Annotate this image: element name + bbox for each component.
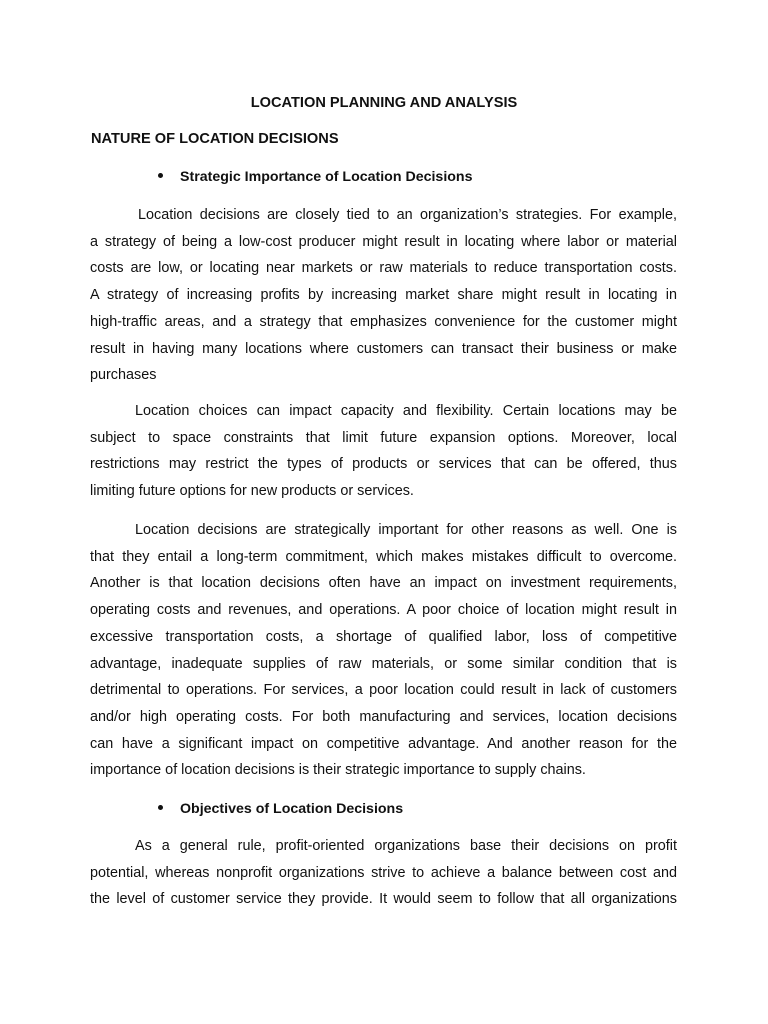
paragraph-line: purchases	[90, 367, 157, 384]
paragraph-line: Location decisions are strategically important for other reasons as well. One is	[135, 522, 677, 538]
paragraph-line: advantage, inadequate supplies of raw materials, or some similar condition that is	[90, 655, 677, 672]
paragraph-line: Another is that location decisions often have an impact on investment requirements,	[90, 575, 677, 592]
paragraph-line: excessive transportation costs, a shortage of qualified labor, loss of competitive	[90, 628, 677, 645]
paragraph-line: importance of location decisions is their strategic importance to supply chains.	[90, 762, 586, 779]
paragraph-line: A strategy of increasing profits by increasing market share might result in locating in	[90, 287, 677, 304]
bullet-heading-text: Objectives of Location Decisions	[180, 801, 404, 817]
paragraph-line: As a general rule, profit-oriented organizations base their decisions on profit	[135, 838, 677, 854]
paragraph-line: potential, whereas nonprofit organizations strive to achieve a balance between cost and	[90, 864, 677, 881]
paragraph-line: restrictions may restrict the types of products or services that can be offered, thus	[90, 456, 677, 473]
paragraph-line: limiting future options for new products or services.	[90, 483, 414, 500]
paragraph-line: that they entail a long-term commitment, which makes mistakes difficult to overcome.	[90, 548, 677, 565]
bullet-heading-text: Strategic Importance of Location Decisions	[180, 169, 473, 185]
bullet-heading-strategic-importance	[158, 168, 472, 186]
paragraph-4	[90, 833, 677, 913]
paragraph-line: operating costs and revenues, and operations. A poor choice of location might result in	[90, 602, 677, 619]
paragraph-line: costs are low, or locating near markets or raw materials to reduce transportation costs.	[90, 260, 677, 277]
section-heading: NATURE OF LOCATION DECISIONS	[91, 131, 339, 147]
paragraph-line: high-traffic areas, and a strategy that emphasizes convenience for the customer might	[90, 313, 677, 330]
bullet-heading-objectives	[158, 800, 403, 818]
paragraph-line: subject to space constraints that limit future expansion options. Moreover, local	[90, 429, 677, 446]
paragraph-1	[90, 202, 677, 389]
bullet-icon	[158, 173, 163, 178]
paragraph-line: and/or high operating costs. For both manufacturing and services, location decisions	[90, 708, 677, 725]
bullet-icon	[158, 805, 163, 810]
paragraph-line: Location choices can impact capacity and flexibility. Certain locations may be	[135, 403, 677, 419]
paragraph-line: the level of customer service they provide. It would seem to follow that all organizations	[90, 891, 677, 908]
paragraph-2	[90, 398, 677, 505]
document-title: LOCATION PLANNING AND ANALYSIS	[250, 95, 518, 111]
paragraph-line: result in having many locations where customers can transact their business or make	[90, 340, 677, 357]
paragraph-3	[90, 517, 677, 784]
paragraph-line: a strategy of being a low-cost producer might result in locating where labor or material	[90, 233, 677, 250]
paragraph-line: can have a significant impact on competitive advantage. And another reason for the	[90, 735, 677, 752]
paragraph-line: Location decisions are closely tied to an organization’s strategies. For example,	[138, 207, 677, 223]
paragraph-line: detrimental to operations. For services, a poor location could result in lack of customers	[90, 682, 677, 699]
